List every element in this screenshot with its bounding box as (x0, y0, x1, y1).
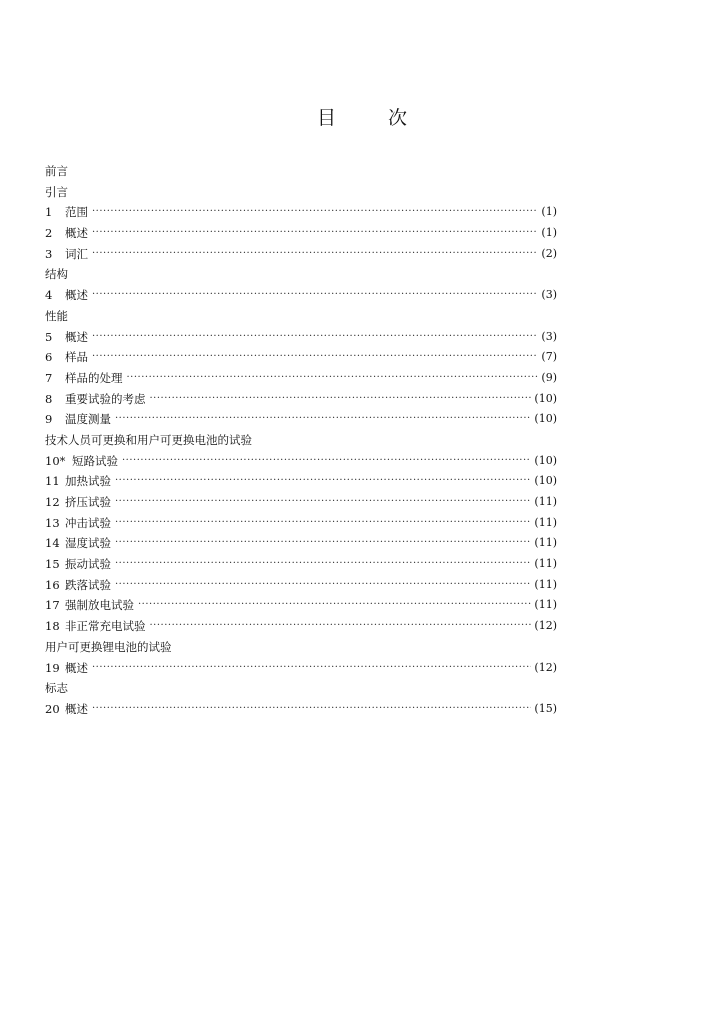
toc-section-heading (45, 678, 557, 699)
toc-heading-label: 前言 (45, 164, 68, 178)
title-char-2: 次 (388, 107, 408, 129)
toc-page-number: (10) (534, 453, 557, 467)
toc-entry-number: 7 (45, 370, 53, 385)
toc-entry-label: 概述 (65, 329, 88, 344)
toc-page-number: (3) (541, 329, 557, 343)
toc-entry-number: 20 (45, 701, 60, 716)
toc-page-number: (11) (534, 577, 557, 591)
toc-section-heading (45, 637, 557, 658)
toc-entry[interactable] (45, 616, 557, 637)
toc-entry-number: 12 (45, 495, 60, 509)
toc-entry-label: 跌落试验 (65, 577, 111, 592)
toc-entry[interactable] (45, 533, 557, 554)
toc-page-number: (10) (534, 412, 557, 426)
toc-entry-number: 13 (45, 515, 60, 530)
toc-page-number: (3) (541, 288, 557, 302)
toc-entry-number: 6 (45, 350, 53, 365)
toc-entry-label: 振动试验 (65, 557, 111, 572)
toc-entry-label: 词汇 (65, 246, 88, 261)
toc-dot-leader (115, 533, 531, 554)
toc-entry[interactable] (45, 389, 557, 410)
toc-dot-leader (92, 327, 538, 348)
toc-dot-leader (92, 658, 531, 679)
toc-heading-label: 用户可更换锂电池的试验 (45, 639, 172, 654)
toc-entry[interactable] (45, 595, 557, 616)
toc-page-number: (12) (534, 660, 557, 674)
toc-dot-leader (150, 616, 532, 637)
toc-entry-number: 15 (45, 557, 60, 572)
toc-dot-leader (115, 471, 531, 492)
toc-section-heading (45, 161, 557, 182)
toc-section-heading (45, 264, 557, 285)
toc-entry-number: 14 (45, 536, 60, 551)
toc-entry-label: 重要试验的考虑 (65, 391, 146, 406)
toc-entry-label: 概述 (65, 226, 88, 241)
toc-entry[interactable] (45, 451, 557, 472)
toc-entry[interactable] (45, 699, 557, 720)
toc-entry[interactable] (45, 658, 557, 679)
toc-heading-label: 结构 (45, 267, 68, 282)
toc-page-number: (11) (534, 598, 557, 612)
toc-entry-number: 8 (45, 391, 53, 406)
toc-entry-label: 概述 (65, 288, 88, 303)
toc-entry-label: 概述 (65, 701, 88, 716)
toc-dot-leader (92, 202, 538, 223)
toc-entry-label: 加热试验 (65, 474, 111, 489)
table-of-contents (45, 161, 557, 720)
toc-entry-label: 强制放电试验 (65, 598, 134, 613)
toc-page-number: (10) (534, 391, 557, 405)
toc-dot-leader (115, 554, 531, 575)
toc-entry-label: 短路试验 (72, 453, 118, 468)
toc-page-number: (11) (534, 495, 557, 508)
toc-entry[interactable] (45, 409, 557, 430)
toc-section-heading (45, 306, 557, 327)
toc-dot-leader (92, 285, 538, 306)
toc-entry-number: 4 (45, 288, 53, 303)
toc-entry-label: 冲击试验 (65, 515, 111, 530)
toc-dot-leader (115, 409, 531, 430)
toc-entry[interactable] (45, 285, 557, 306)
toc-entry-label: 样品的处理 (65, 370, 123, 385)
toc-dot-leader (92, 699, 531, 720)
toc-entry[interactable] (45, 554, 557, 575)
toc-dot-leader (92, 223, 538, 244)
toc-page-number: (11) (534, 515, 557, 529)
toc-dot-leader (150, 389, 532, 410)
toc-page-number: (7) (541, 350, 557, 364)
toc-entry-number: 3 (45, 246, 53, 261)
toc-entry[interactable] (45, 575, 557, 596)
toc-dot-leader (138, 595, 531, 616)
toc-page-number: (15) (534, 701, 557, 715)
title-char-1: 目 (316, 107, 336, 129)
toc-entry-number: 9 (45, 412, 53, 427)
toc-section-heading (45, 182, 557, 203)
toc-page-number: (2) (541, 246, 557, 260)
toc-entry-number: 5 (45, 329, 53, 344)
toc-entry-label: 挤压试验 (65, 495, 111, 509)
toc-page-number: (10) (534, 474, 557, 488)
toc-entry[interactable] (45, 202, 557, 223)
toc-entry-number: 18 (45, 619, 60, 634)
toc-heading-label: 技术人员可更换和用户可更换电池的试验 (45, 432, 252, 447)
toc-entry[interactable] (45, 244, 557, 265)
toc-dot-leader (92, 244, 538, 265)
toc-dot-leader (115, 513, 531, 534)
toc-entry-number: 2 (45, 226, 53, 241)
toc-entry-number: 11 (45, 474, 60, 489)
toc-entry[interactable] (45, 471, 557, 492)
toc-entry-number: 16 (45, 577, 60, 592)
toc-entry-label: 样品 (65, 350, 88, 365)
toc-entry[interactable] (45, 327, 557, 348)
toc-dot-leader (127, 368, 539, 389)
toc-entry-number: 1 (45, 205, 53, 220)
toc-entry-number: 17 (45, 598, 60, 613)
toc-entry-label: 湿度试验 (65, 536, 111, 551)
toc-dot-leader (115, 492, 531, 513)
toc-page-number: (1) (541, 205, 557, 219)
toc-heading-label: 引言 (45, 184, 68, 199)
toc-entry-number: 19 (45, 660, 60, 675)
toc-entry[interactable] (45, 492, 557, 513)
toc-page-number: (11) (534, 536, 557, 550)
toc-entry-label: 非正常充电试验 (65, 619, 146, 634)
toc-entry[interactable] (45, 223, 557, 244)
toc-section-heading (45, 430, 557, 451)
toc-dot-leader (122, 451, 531, 472)
toc-entry[interactable] (45, 347, 557, 368)
toc-heading-label: 标志 (45, 681, 68, 696)
toc-entry-label: 范围 (65, 205, 88, 220)
toc-page-number: (11) (534, 557, 557, 571)
page-title (0, 103, 724, 130)
toc-entry[interactable] (45, 513, 557, 534)
toc-dot-leader (92, 347, 538, 368)
toc-page-number: (9) (541, 370, 557, 384)
toc-entry-number: 10* (45, 453, 66, 468)
toc-entry-label: 温度测量 (65, 412, 111, 427)
toc-entry[interactable] (45, 368, 557, 389)
toc-page-number: (1) (541, 226, 557, 240)
toc-dot-leader (115, 575, 531, 596)
toc-heading-label: 性能 (45, 308, 68, 323)
toc-entry-label: 概述 (65, 660, 88, 675)
toc-page-number: (12) (534, 619, 557, 633)
